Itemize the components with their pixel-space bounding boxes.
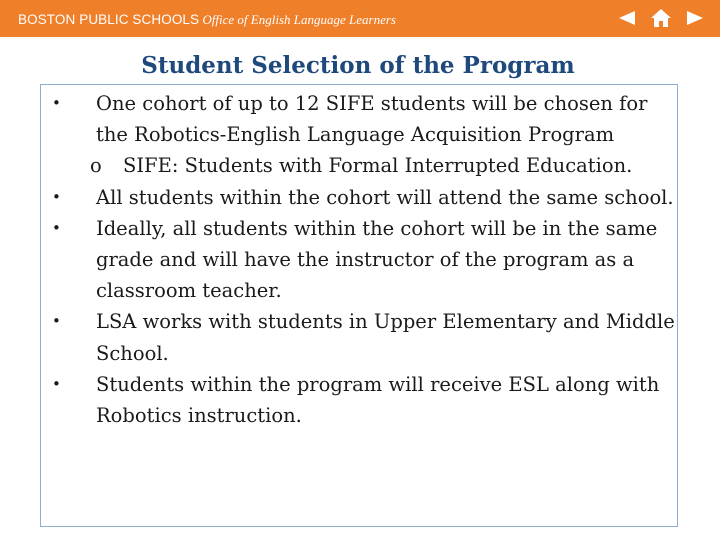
bullet-marker: • — [52, 94, 61, 112]
sub-bullet-item — [86, 150, 676, 181]
bullet-item — [46, 306, 676, 368]
forward-button[interactable] — [682, 6, 708, 30]
organization-name: BOSTON PUBLIC SCHOOLS — [18, 12, 200, 27]
bullet-item — [46, 88, 676, 182]
bullet-marker: • — [52, 218, 61, 237]
back-button[interactable] — [614, 6, 640, 30]
bullet-text: LSA works with students in Upper Elementary and Middle School. — [96, 310, 675, 365]
slide-title: Student Selection of the Program — [141, 52, 575, 79]
triangle-left-icon — [618, 10, 636, 26]
sub-bullet-text: SIFE: Students with Formal Interrupted Education. — [123, 154, 633, 178]
header-title — [18, 10, 428, 29]
sub-bullet-marker: o — [90, 154, 102, 178]
home-icon — [650, 8, 672, 28]
bullet-item — [46, 369, 676, 431]
bullet-text: Ideally, all students within the cohort will be in the same grade and will have the instructor of the program as a classroom teacher. — [96, 216, 658, 303]
bullet-list — [46, 88, 676, 431]
triangle-right-icon — [686, 10, 704, 26]
bullet-item — [46, 182, 676, 213]
bullet-marker: • — [52, 187, 61, 206]
header-bar — [0, 0, 720, 37]
bullet-text: All students within the cohort will attend the same school. — [96, 185, 674, 209]
bullet-text: Students within the program will receive ESL along with Robotics instruction. — [96, 372, 660, 428]
bullet-marker: • — [52, 312, 61, 331]
department-name: Office of English Language Learners — [202, 12, 396, 27]
bullet-marker: • — [52, 374, 61, 393]
home-button[interactable] — [648, 6, 674, 30]
bullet-text: One cohort of up to 12 SIFE students will be chosen for the Robotics-English Language Acquisition Program — [96, 92, 648, 147]
bullet-item — [46, 213, 676, 307]
